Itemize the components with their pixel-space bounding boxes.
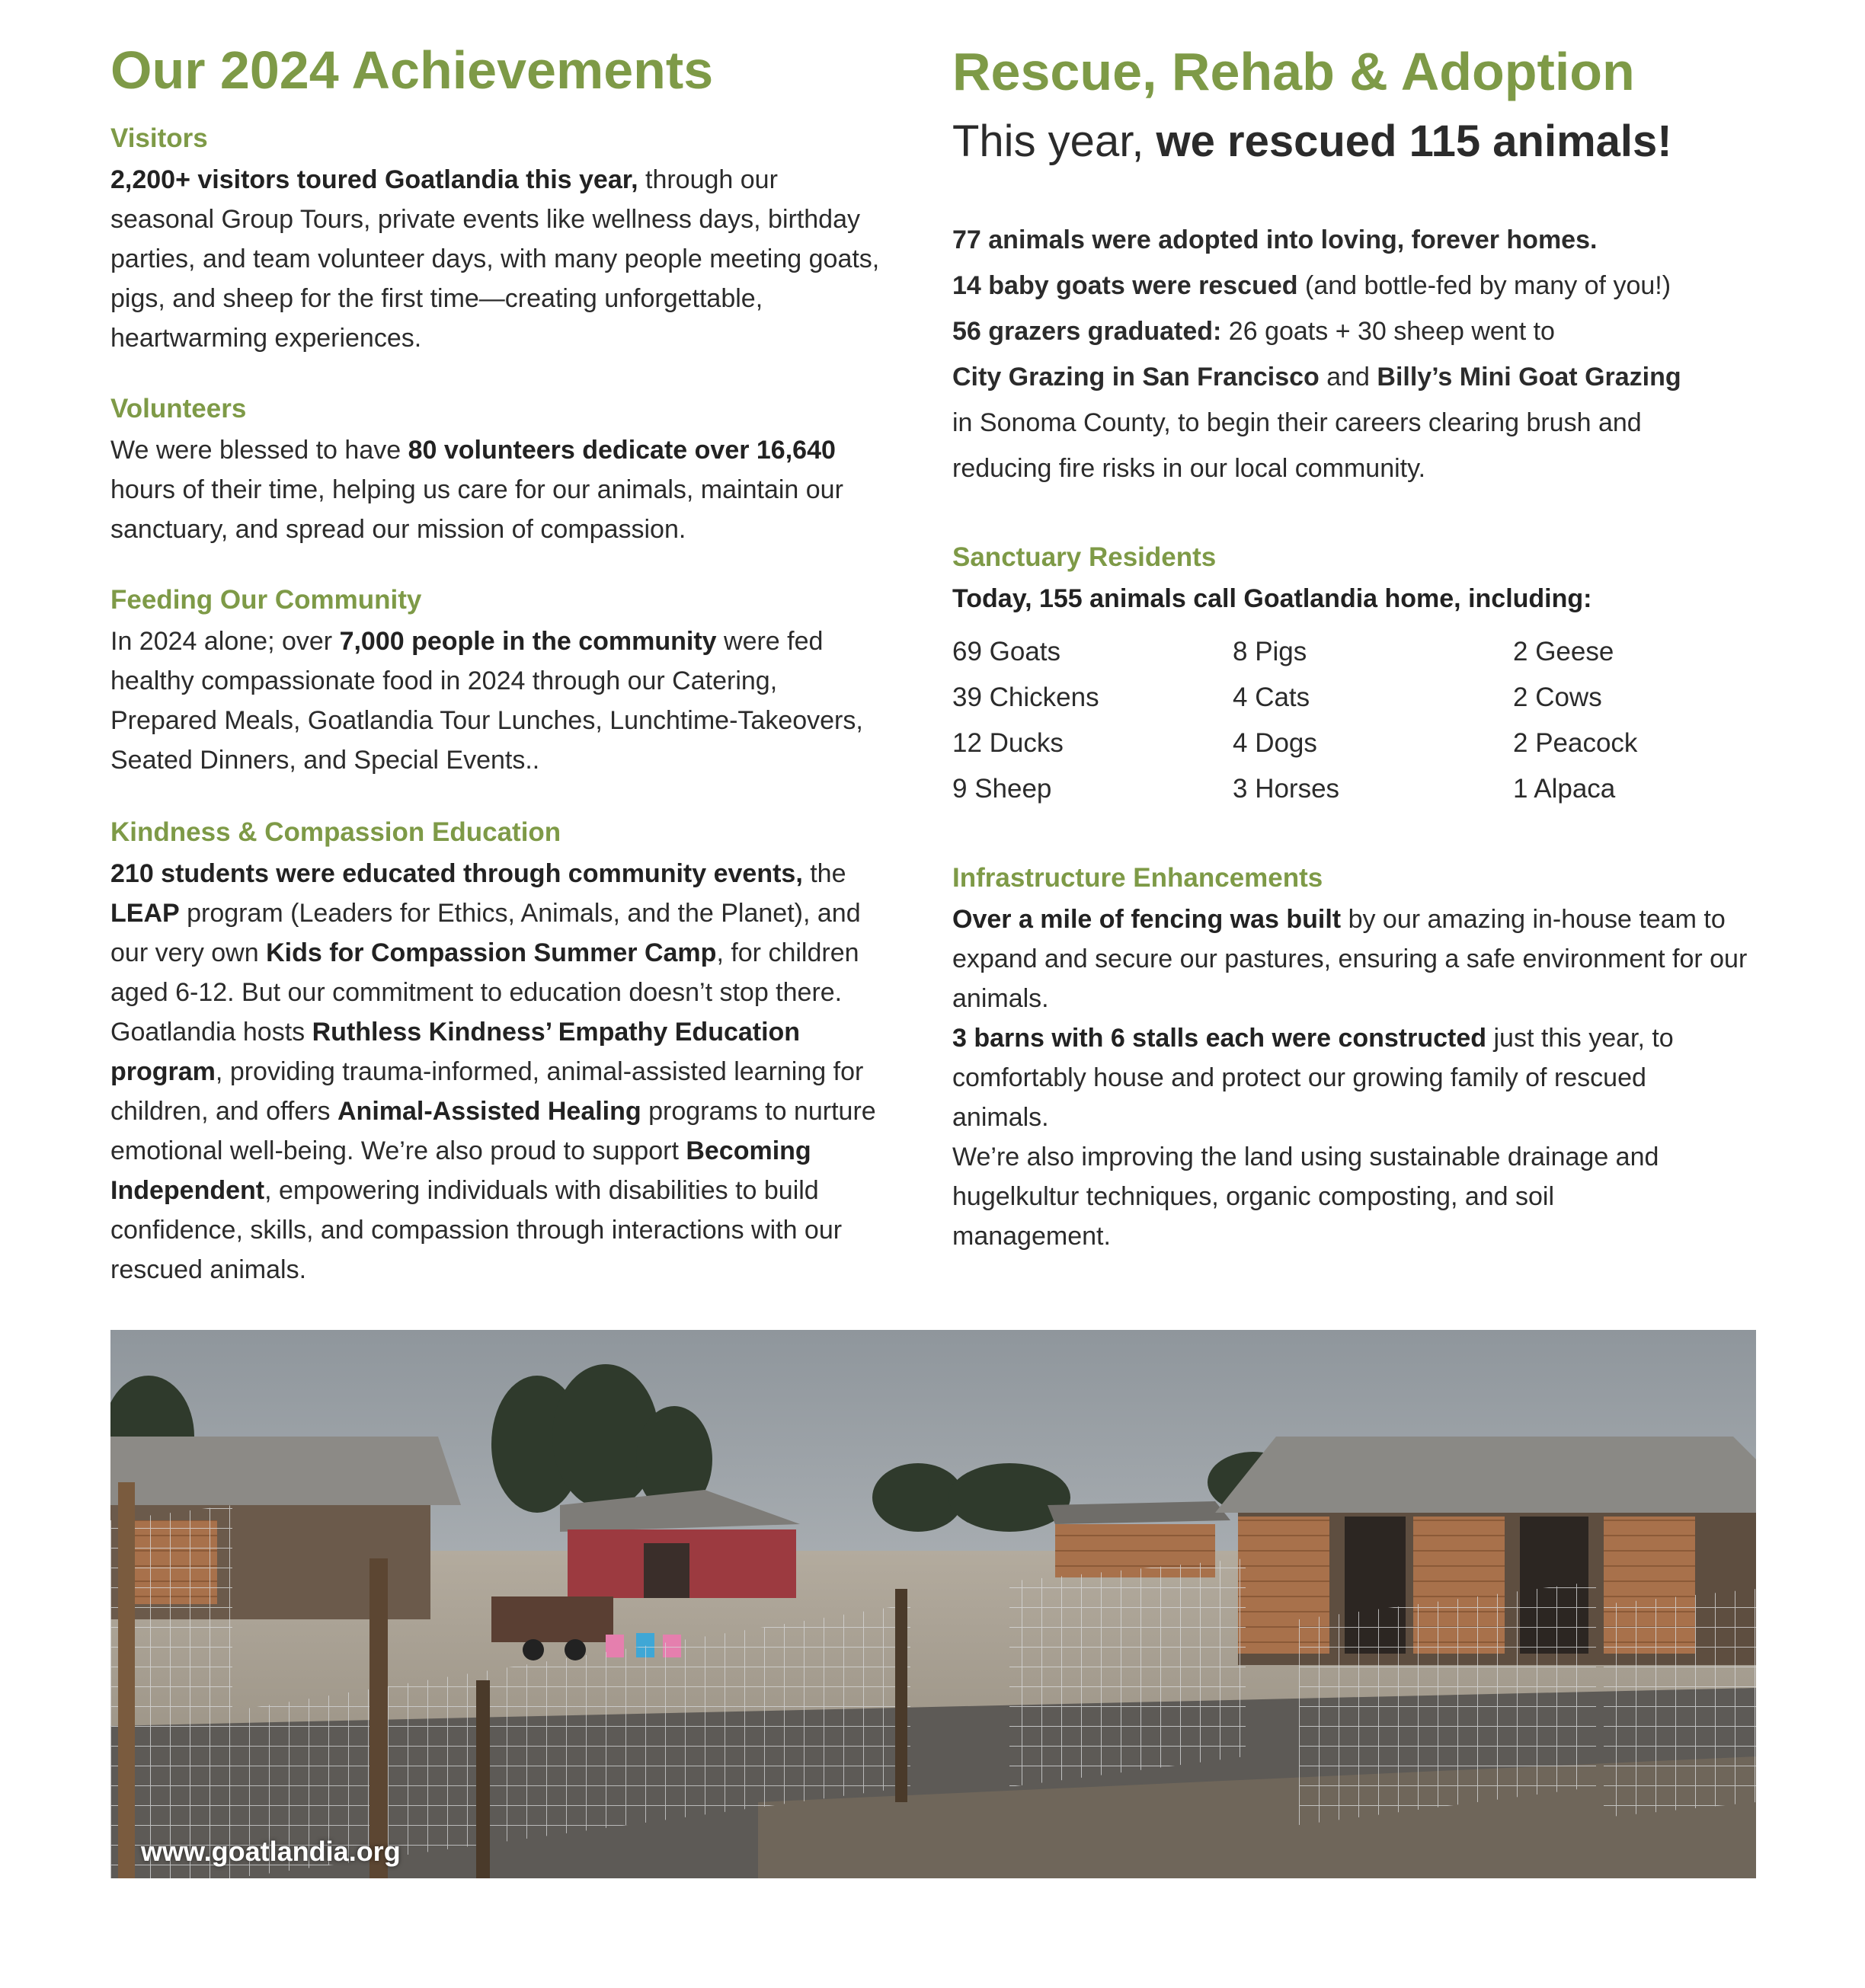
rescue-title: Rescue, Rehab & Adoption — [952, 42, 1635, 101]
residents-section — [952, 541, 1767, 812]
rescue-list — [952, 217, 1767, 491]
residents-heading: Sanctuary Residents — [952, 542, 1217, 572]
website-url: www.goatlandia.org — [141, 1836, 401, 1867]
sanctuary-photo — [110, 1330, 1756, 1878]
rescue-lead: This year, we rescued 115 animals! — [952, 117, 1672, 166]
visitors-text: 2,200+ visitors toured Goatlandia this year, through our seasonal Group Tours, private events like wellness days, birthday parties, and team volunteer days, with many people meeting goats, pigs, and sheep for the first time—creating unforgettable, heartwarming experiences. — [110, 165, 880, 353]
barns-text: 3 barns with 6 stalls each were constructed just this year, to comfortably house and protect our growing family of rescued animals. — [952, 1024, 1674, 1132]
feeding-section — [110, 583, 903, 780]
resident-item: 4 Dogs — [1233, 728, 1317, 758]
education-heading: Kindness & Compassion Education — [110, 817, 561, 847]
visitors-section — [110, 122, 903, 358]
resident-item: 2 Cows — [1513, 682, 1602, 712]
feeding-heading: Feeding Our Community — [110, 585, 422, 615]
resident-item: 1 Alpaca — [1513, 774, 1616, 804]
visitors-heading: Visitors — [110, 123, 208, 153]
adopted-line: 77 animals were adopted into loving, forever homes. — [952, 225, 1598, 254]
infrastructure-section — [952, 861, 1767, 1256]
fire-risk-line: reducing fire risks in our local community. — [952, 454, 1426, 483]
grazing-partners-line: City Grazing in San Francisco and Billy’s Mini Goat Grazing — [952, 363, 1681, 392]
infrastructure-heading: Infrastructure Enhancements — [952, 863, 1323, 893]
residents-grid — [952, 629, 1767, 812]
barn-scene-illustration — [110, 1330, 1756, 1878]
resident-item: 3 Horses — [1233, 774, 1340, 804]
resident-item: 9 Sheep — [952, 774, 1052, 804]
fencing-text: Over a mile of fencing was built by our amazing in-house team to expand and secure our pastures, ensuring a safe environment for our animals. — [952, 905, 1748, 1013]
resident-item: 8 Pigs — [1233, 637, 1307, 666]
grazers-line: 56 grazers graduated: 26 goats + 30 sheep went to — [952, 317, 1555, 346]
education-section — [110, 816, 903, 1290]
education-text: 210 students were educated through community events, the LEAP program (Leaders for Ethics, Animals, and the Planet), and our very own Kids for Compassion Summer Camp, for children aged 6-12. But our commitment to education doesn’t stop there. Goatlandia hosts Ruthless Kindness’ Empathy Education program, providing trauma-informed, animal-assisted learning for children, and offers Animal-Assisted Healing programs to nurture emotional well-being. We’re also proud to support Becoming Independent, empowering individuals with disabilities to build confidence, skills, and compassion through interactions with our rescued animals. — [110, 859, 876, 1284]
resident-item: 12 Ducks — [952, 728, 1064, 758]
sonoma-line: in Sonoma County, to begin their careers clearing brush and — [952, 408, 1642, 437]
resident-item: 2 Peacock — [1513, 728, 1638, 758]
resident-item: 4 Cats — [1233, 682, 1310, 712]
feeding-text: In 2024 alone; over 7,000 people in the community were fed healthy compassionate food in 2024 through our Catering, Prepared Meals, Goatlandia Tour Lunches, Lunchtime-Takeovers, Seated Dinners, and Special Events.. — [110, 627, 863, 775]
residents-intro: Today, 155 animals call Goatlandia home, including: — [952, 584, 1592, 613]
resident-item: 39 Chickens — [952, 682, 1099, 712]
achievements-title: Our 2024 Achievements — [110, 40, 714, 100]
volunteers-text: We were blessed to have 80 volunteers dedicate over 16,640 hours of their time, helping us care for our animals, maintain our sanctuary, and spread our mission of compassion. — [110, 436, 843, 544]
volunteers-section — [110, 392, 903, 549]
resident-item: 69 Goats — [952, 637, 1061, 666]
land-text: We’re also improving the land using sustainable drainage and hugelkultur techniques, organic composting, and soil management. — [952, 1143, 1659, 1251]
volunteers-heading: Volunteers — [110, 394, 247, 423]
resident-item: 2 Geese — [1513, 637, 1614, 666]
baby-goats-line: 14 baby goats were rescued (and bottle-fed by many of you!) — [952, 271, 1671, 300]
